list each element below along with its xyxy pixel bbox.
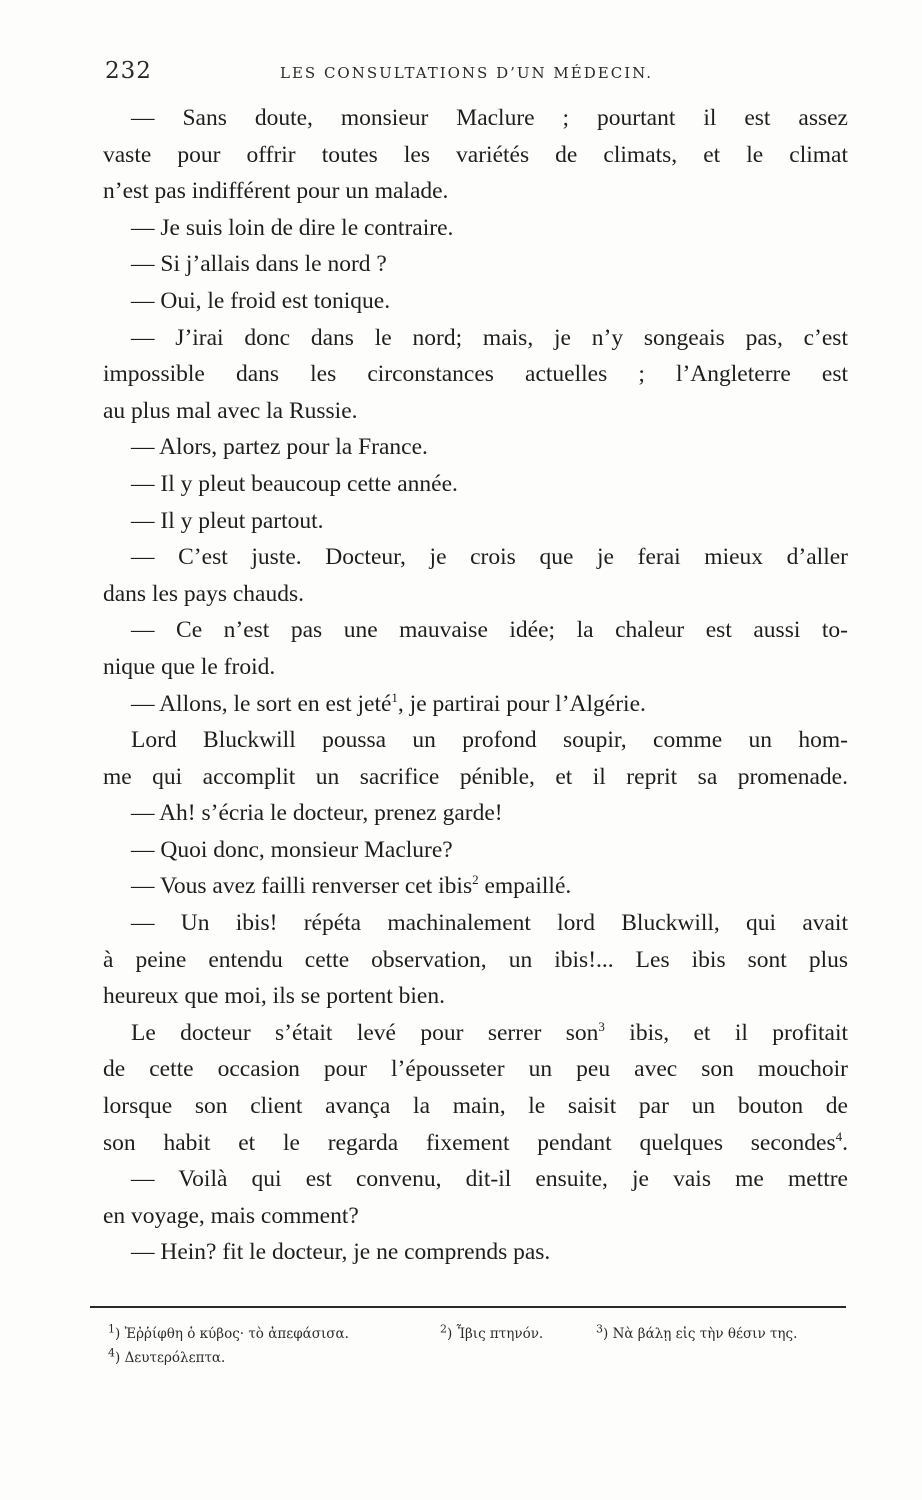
running-title: LES CONSULTATIONS D’UN MÉDECIN. (280, 64, 654, 82)
footnote-ref: 2 (472, 872, 479, 888)
text-line: n’est pas indifférent pour un malade. (103, 178, 449, 205)
footnote-ref: 4 (835, 1128, 843, 1144)
footnote-divider (90, 1306, 846, 1308)
text-line: Lord Bluckwill poussa un profond soupir, comme un hom- (131, 727, 848, 754)
text-line: — Sans doute, monsieur Maclure ; pourtant il est assez (131, 105, 848, 131)
text-line: — Allons, le sort en est jeté$^1$, je partirai pour l’Algérie. (131, 689, 646, 717)
text-line: au plus mal avec la Russie. (103, 397, 358, 424)
text-line: — Ah! s’écria le docteur, prenez garde! (131, 800, 503, 827)
footnote-ref: 3 (598, 1019, 605, 1035)
text-line: — Oui, le froid est tonique. (131, 287, 391, 314)
text-line: — C’est juste. Docteur, je crois que je ferai mieux d’aller (131, 544, 848, 571)
text-line: — Quoi donc, monsieur Maclure? (131, 836, 453, 863)
text-line: dans les pays chauds. (103, 580, 305, 607)
text-line: Le docteur s’était levé pour serrer son$^3$ ibis, et il profitait (131, 1019, 849, 1046)
text-line: — Voilà qui est convenu, dit-il ensuite, je vais me mettre (131, 1166, 848, 1193)
footnote-1: $^1$) Ἐῤῥίφθη ὁ κύβος· τὸ ἀπεφάσισα. (108, 1322, 349, 1342)
text-line: — Un ibis! répéta machinalement lord Bluckwill, qui avait (131, 910, 848, 937)
text-line: — Hein? fit le docteur, je ne comprends pas. (131, 1239, 551, 1266)
footnote-row (108, 1346, 848, 1370)
footnotes (108, 1322, 848, 1370)
text-line: de cette occasion pour l’épousseter un peu avec son mouchoir (103, 1056, 848, 1083)
text-line: lorsque son client avança la main, le saisit par un bouton de (103, 1093, 848, 1120)
page-number: 232 (105, 58, 152, 84)
footnote-2: $^2$) Ἶβις πτηνόν. (440, 1322, 544, 1342)
footnote-3: $^3$) Νὰ βάλῃ εἰς τὴν θέσιν της. (596, 1322, 798, 1342)
footnote-ref: 1 (391, 689, 398, 705)
text-line: me qui accomplit un sacrifice pénible, et il reprit sa promenade. (103, 763, 848, 790)
footnote-row (108, 1322, 848, 1346)
text-line: — Si j’allais dans le nord ? (131, 251, 387, 278)
text-line: — Ce n’est pas une mauvaise idée; la chaleur est aussi to- (131, 617, 848, 644)
text-line: — Je suis loin de dire le contraire. (131, 214, 454, 241)
footnote-4: $^4$) Δευτερόλεπτα. (108, 1346, 226, 1366)
text-line: impossible dans les circonstances actuelles ; l’Angleterre est (103, 361, 848, 388)
text-line: heureux que moi, ils se portent bien. (103, 983, 445, 1010)
page-header (105, 58, 850, 98)
text-line: à peine entendu cette observation, un ibis!... Les ibis sont plus (103, 946, 848, 973)
text-line: vaste pour offrir toutes les variétés de climats, et le climat (103, 141, 848, 168)
main-text (103, 100, 848, 1271)
text-line: — Vous avez failli renverser cet ibis$^2$ empaillé. (131, 872, 572, 900)
text-line: son habit et le regarda fixement pendant quelques secondes$^4$. (103, 1128, 848, 1156)
text-line: nique que le froid. (103, 653, 276, 680)
text-line: en voyage, mais comment? (103, 1202, 359, 1229)
text-line: — J’irai donc dans le nord; mais, je n’y songeais pas, c’est (131, 324, 848, 351)
text-line: — Il y pleut beaucoup cette année. (131, 470, 458, 497)
text-line: — Alors, partez pour la France. (131, 434, 428, 461)
text-line: — Il y pleut partout. (131, 507, 324, 534)
